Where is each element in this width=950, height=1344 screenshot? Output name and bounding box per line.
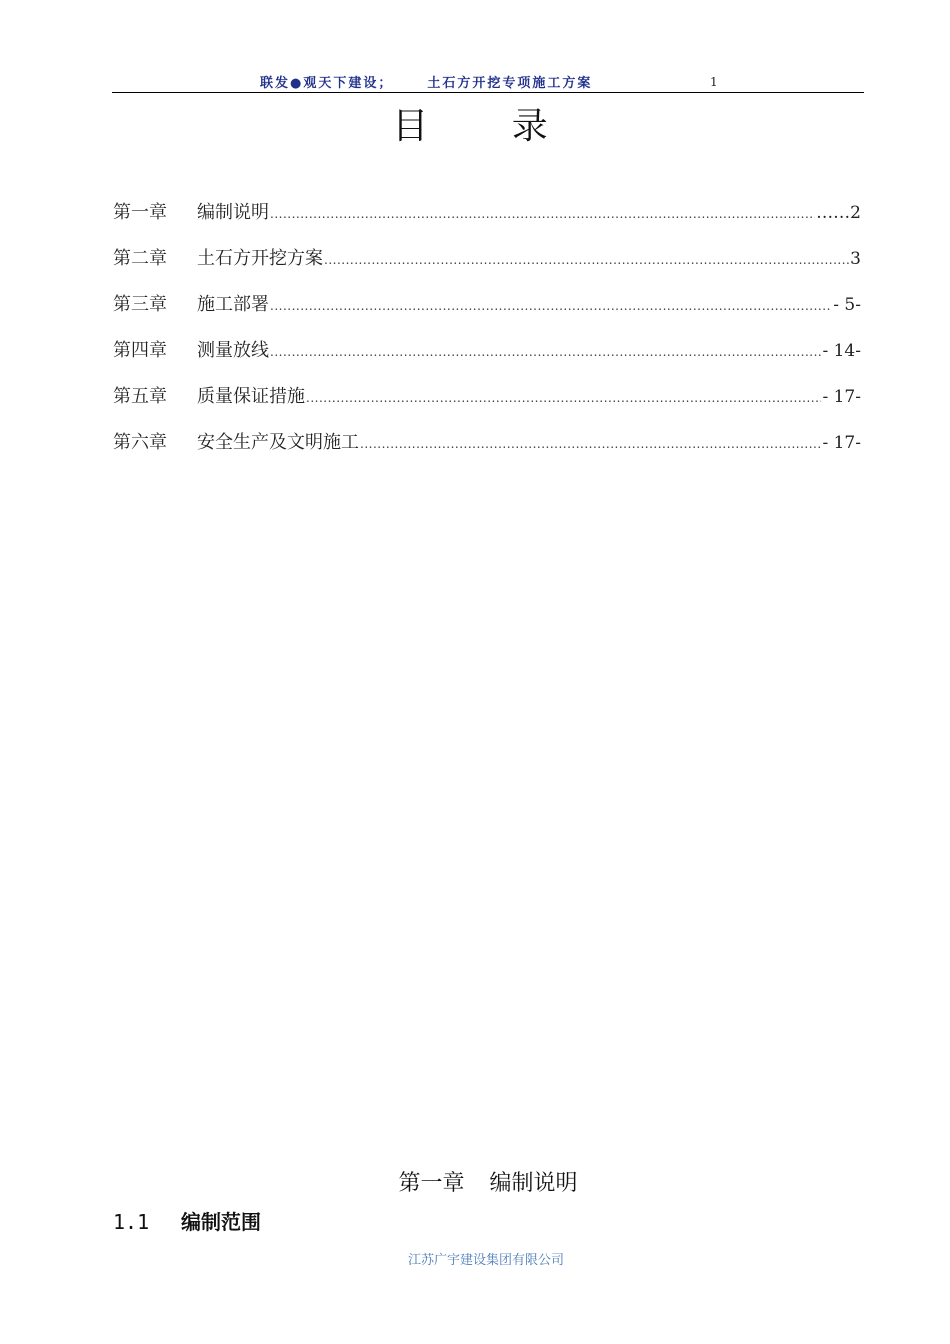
page-footer: 江苏广宇建设集团有限公司 — [407, 1253, 564, 1268]
table-of-contents — [113, 198, 861, 474]
header-page-number: 1 — [710, 75, 718, 89]
header-subject: 土石方开挖专项施工方案 — [427, 76, 593, 91]
toc-name: 土石方开挖方案 — [197, 248, 323, 269]
toc-chapter: 第三章 — [113, 294, 167, 315]
toc-leader — [324, 253, 849, 267]
toc-chapter: 第二章 — [113, 248, 167, 269]
toc-page: - 14- — [822, 341, 861, 361]
page-header — [112, 70, 864, 93]
toc-name: 编制说明 — [197, 202, 269, 223]
toc-leader — [306, 391, 821, 405]
toc-chapter: 第四章 — [113, 340, 167, 361]
toc-chapter: 第五章 — [113, 386, 167, 407]
toc-name: 安全生产及文明施工 — [197, 432, 359, 453]
toc-page: 3 — [850, 249, 861, 269]
toc-entry[interactable] — [113, 198, 861, 244]
toc-leader — [270, 299, 832, 313]
toc-name: 质量保证措施 — [197, 386, 305, 407]
toc-leader — [270, 345, 821, 359]
toc-leader — [270, 207, 815, 221]
section-number: 1.1 — [113, 1210, 150, 1234]
header-title: 联发●观天下建设； — [260, 76, 394, 91]
toc-leader — [360, 437, 821, 451]
toc-entry[interactable] — [113, 290, 861, 336]
toc-page: - 17- — [822, 387, 861, 407]
toc-entry[interactable] — [113, 244, 861, 290]
toc-entry[interactable] — [113, 428, 861, 474]
toc-chapter: 第一章 — [113, 202, 167, 223]
toc-page: ……2 — [816, 203, 861, 223]
toc-entry[interactable] — [113, 336, 861, 382]
toc-page: - 17- — [822, 433, 861, 453]
toc-page: - 5- — [833, 295, 861, 315]
section-title: 编制范围 — [181, 1210, 261, 1234]
toc-name: 施工部署 — [197, 294, 269, 315]
toc-entry[interactable] — [113, 382, 861, 428]
chapter-heading: 第一章 编制说明 — [398, 1171, 578, 1196]
toc-chapter: 第六章 — [113, 432, 167, 453]
header-text — [260, 72, 592, 91]
toc-name: 测量放线 — [197, 340, 269, 361]
section-heading — [113, 1206, 261, 1235]
toc-title: 目 录 — [392, 106, 584, 147]
